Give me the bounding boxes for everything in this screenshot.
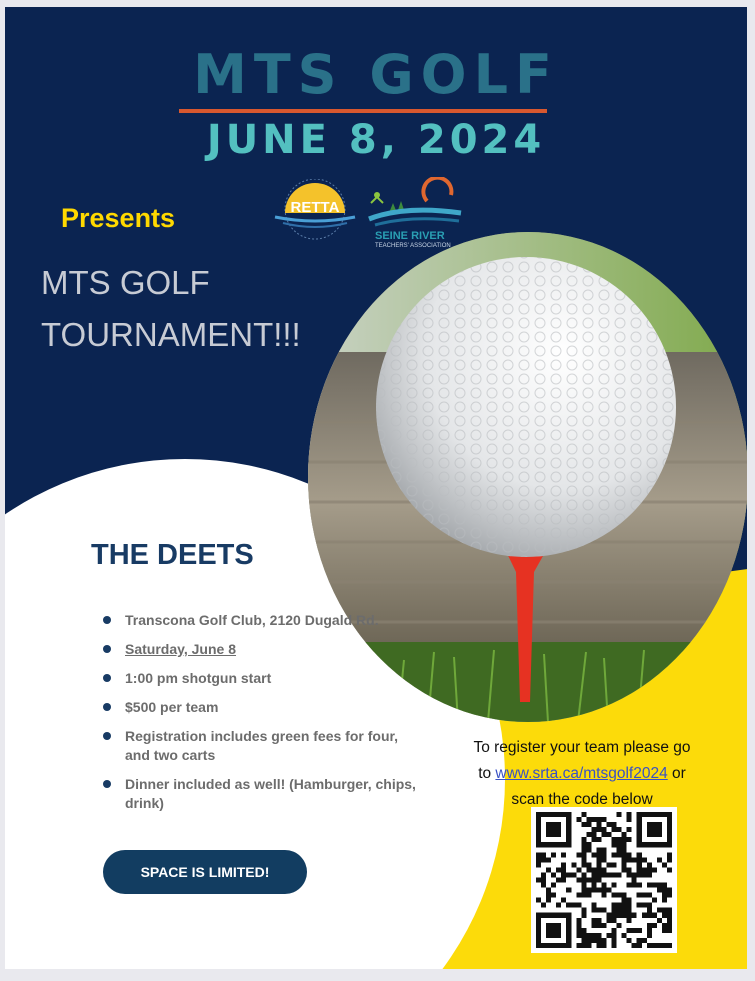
- registration-prefix: To register your team please go to: [473, 739, 691, 782]
- list-item: Registration includes green fees for four, and two carts: [103, 727, 423, 765]
- seine-river-logo: [365, 177, 465, 249]
- seine-river-name: SEINE RIVER: [375, 230, 445, 242]
- poster: [5, 7, 747, 969]
- list-item: [103, 640, 423, 659]
- event-name-line2: TOURNAMENT!!!: [41, 316, 301, 353]
- event-day: Saturday, June 8: [125, 641, 237, 657]
- list-item: Dinner included as well! (Hamburger, chips, drink): [103, 775, 423, 813]
- page-title: MTS GOLF: [193, 43, 559, 106]
- space-limited-button[interactable]: SPACE IS LIMITED!: [103, 850, 307, 894]
- event-name: [41, 257, 361, 361]
- event-name-line1: MTS GOLF: [41, 264, 210, 301]
- presents-label: Presents: [61, 203, 176, 233]
- qr-code[interactable]: [531, 807, 677, 953]
- event-date: JUNE 8, 2024: [206, 117, 546, 163]
- registration-link[interactable]: www.srta.ca/mtsgolf2024: [495, 765, 668, 782]
- registration-suffix: or scan the code below: [511, 765, 686, 808]
- registration-text: [467, 735, 697, 813]
- details-list: [103, 611, 423, 823]
- retta-logo: [269, 179, 361, 247]
- list-item: 1:00 pm shotgun start: [103, 669, 423, 688]
- details-heading: THE DEETS: [91, 539, 254, 571]
- title-divider: [179, 109, 547, 113]
- seine-river-subtitle: TEACHERS' ASSOCIATION: [375, 243, 451, 249]
- list-item: $500 per team: [103, 698, 423, 717]
- list-item: Transcona Golf Club, 2120 Dugald Rd.: [103, 611, 423, 630]
- retta-logo-text: RETTA: [290, 199, 340, 216]
